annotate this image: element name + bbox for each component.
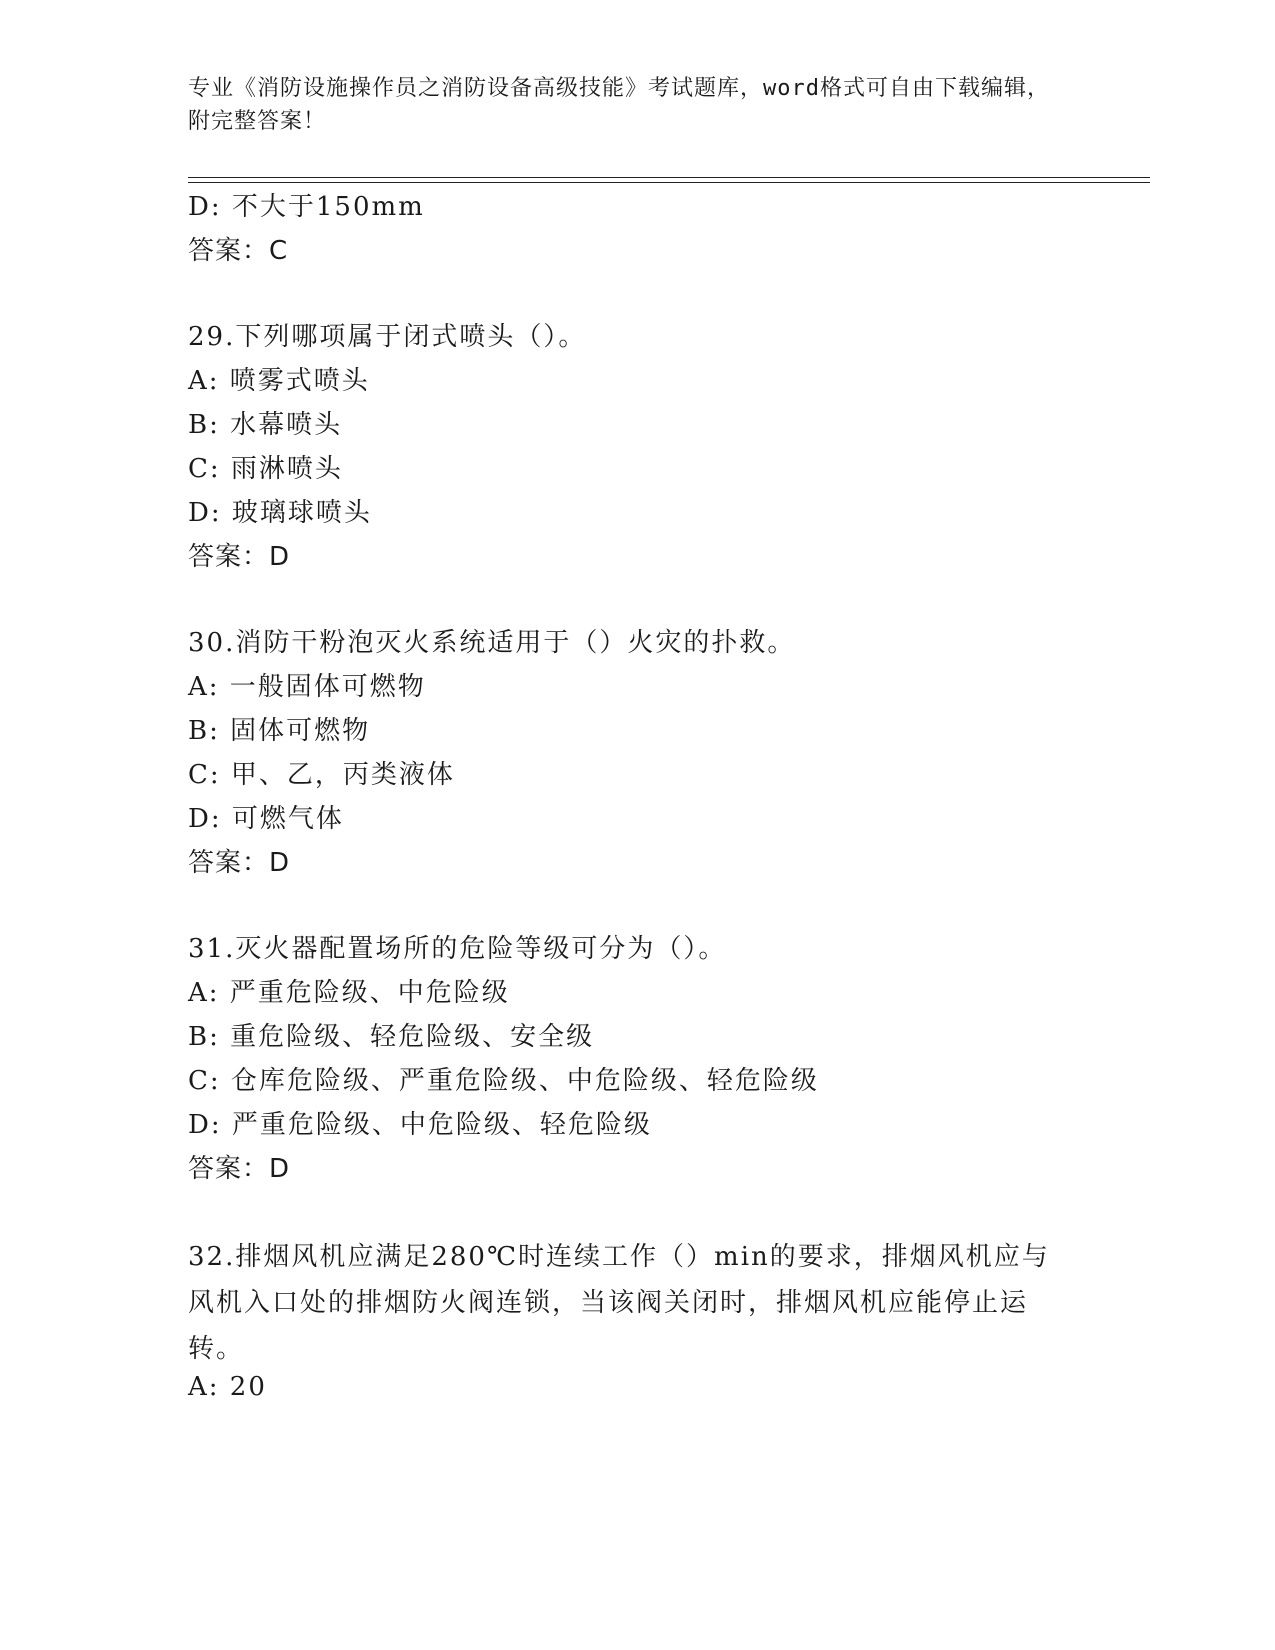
q29-option-d: D: 玻璃球喷头	[188, 498, 372, 528]
q30-option-b: B: 固体可燃物	[188, 716, 371, 746]
q31-option-d: D: 严重危险级、中危险级、轻危险级	[188, 1110, 652, 1140]
q32-option-a: A: 20	[188, 1372, 267, 1402]
q28-option-d: D: 不大于150mm	[188, 192, 425, 222]
header-divider-bottom	[188, 182, 1150, 183]
q30-option-a: A: 一般固体可燃物	[188, 672, 426, 702]
q32-question: 32.排烟风机应满足280℃时连续工作（）min的要求，排烟风机应与风机入口处的排烟防火阀连锁，当该阀关闭时，排烟风机应能停止运转。	[188, 1242, 1050, 1364]
q30-option-d: D: 可燃气体	[188, 804, 344, 834]
header-divider-top	[188, 177, 1150, 178]
q31-option-b: B: 重危险级、轻危险级、安全级	[188, 1022, 595, 1052]
q29-answer: 答案：D	[188, 542, 291, 572]
q28-answer: 答案：C	[188, 236, 289, 266]
q29-option-b: B: 水幕喷头	[188, 410, 343, 440]
q30-question: 30.消防干粉泡灭火系统适用于（）火灾的扑救。	[188, 628, 796, 658]
q31-option-c: C: 仓库危险级、严重危险级、中危险级、轻危险级	[188, 1066, 819, 1096]
q29-option-c: C: 雨淋喷头	[188, 454, 343, 484]
q30-option-c: C: 甲、乙，丙类液体	[188, 760, 455, 790]
q29-question: 29.下列哪项属于闭式喷头（）。	[188, 322, 587, 352]
document-header: 专业《消防设施操作员之消防设备高级技能》考试题库，word格式可自由下载编辑，附完整答案！	[188, 76, 1050, 134]
q29-option-a: A: 喷雾式喷头	[188, 366, 370, 396]
q30-answer: 答案：D	[188, 848, 291, 878]
q31-question: 31.灭火器配置场所的危险等级可分为（）。	[188, 934, 727, 964]
q31-answer: 答案：D	[188, 1154, 291, 1184]
q31-option-a: A: 严重危险级、中危险级	[188, 978, 510, 1008]
